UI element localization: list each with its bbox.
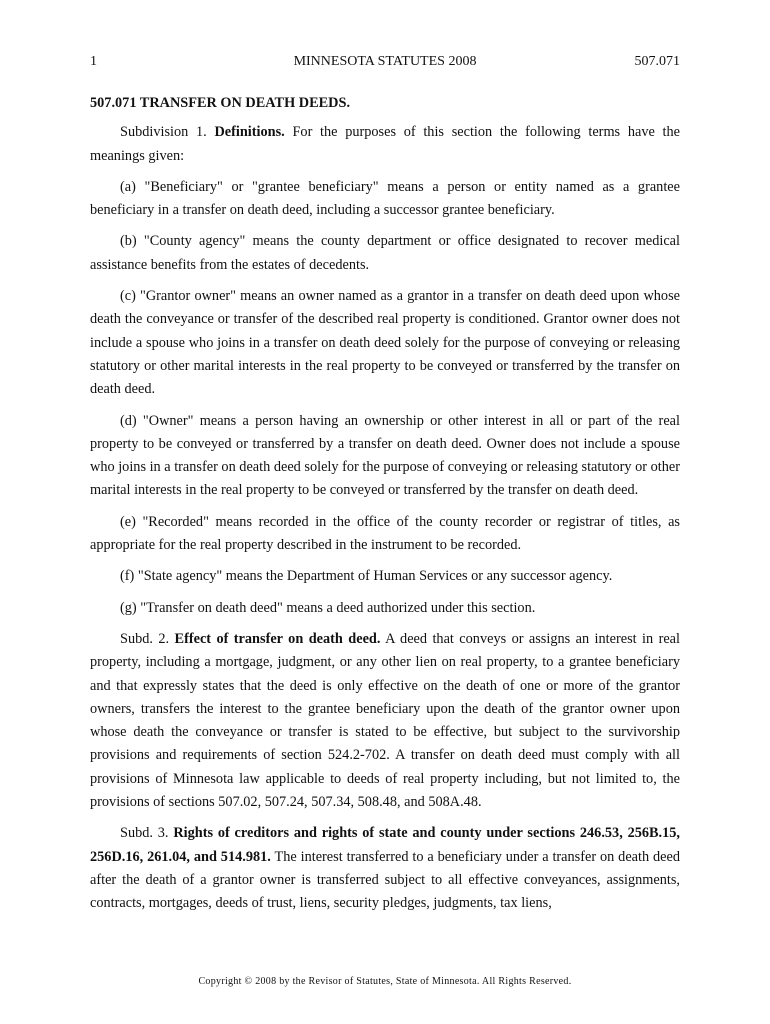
subd3-body: The interest transferred to a beneficiary under a transfer on death deed after the death of a grantor owner is transferred subject to all effective conveyances, assignments, contracts, mortgages, deeds of trust, liens, security pledges, judgments, tax liens,: [90, 848, 681, 912]
definition-e: (e) "Recorded" means recorded in the office of the county recorder or registrar of titles, as appropriate for the real property described in the instrument to be recorded.: [90, 513, 680, 554]
running-title: MINNESOTA STATUTES 2008: [293, 54, 477, 69]
definition-c: (c) "Grantor owner" means an owner named as a grantor in a transfer on death deed upon whose death the conveyance or transfer of the described real property is conditioned. Grantor owner does not include a spouse who joins in a transfer on death deed solely for the purpose of conveying or releasing statutory or other marital interests in the real property to be conveyed or transferred by the transfer on death deed.: [90, 288, 680, 398]
subdivision-3: [90, 822, 680, 915]
subd3-heading: Rights of creditors and rights of state and county under sections 246.53, 256B.15, 256D.16, 261.04, and 514.981.: [90, 825, 680, 865]
definition-a: (a) "Beneficiary" or "grantee beneficiary" means a person or entity named as a grantee beneficiary in a transfer on death deed, including a successor grantee beneficiary.: [90, 178, 680, 219]
definition-g: (g) "Transfer on death deed" means a deed authorized under this section.: [120, 599, 536, 616]
subd1-label: Subdivision 1.: [120, 124, 207, 141]
section-reference: 507.071: [634, 54, 680, 69]
subdivision-1: [90, 121, 680, 168]
section-title: 507.071 TRANSFER ON DEATH DEEDS.: [90, 95, 351, 111]
page-number: 1: [90, 54, 97, 69]
subd2-body: A deed that conveys or assigns an interest in real property, including a mortgage, judgment, or any other lien on real property, to a grantee beneficiary and that expressly states that the deed is only effective on the death of one or more of the grantor owners, transfers the interest to the grantee beneficiary upon the death of the grantor owner upon whose death the conveyance or transfer is stated to be effective, but subject to the survivorship provisions and requirements of section 524.2-702. A transfer on death deed must comply with all provisions of Minnesota law applicable to deeds of real property including, but not limited to, the provisions of sections 507.02, 507.24, 507.34, 508.48, and 508A.48.: [90, 630, 680, 811]
subdivision-2: [90, 628, 680, 814]
page-header: [90, 54, 680, 76]
definition-b: (b) "County agency" means the county department or office designated to recover medical assistance benefits from the estates of decedents.: [90, 233, 680, 273]
definition-d: (d) "Owner" means a person having an ownership or other interest in all or part of the real property to be conveyed or transferred by a transfer on death deed. Owner does not include a spouse who joins in a transfer on death deed solely for the purpose of conveying or releasing statutory or other marital interests in the real property to be conveyed or transferred by the transfer on death deed.: [90, 412, 680, 499]
subd3-label: Subd. 3.: [120, 825, 169, 842]
copyright-footer: Copyright © 2008 by the Revisor of Statutes, State of Minnesota. All Rights Reserved.: [198, 976, 572, 987]
definition-f: (f) "State agency" means the Department of Human Services or any successor agency.: [120, 568, 613, 585]
subd1-intro: For the purposes of this section the following terms have the meanings given:: [90, 124, 680, 164]
subd2-heading: Effect of transfer on death deed.: [174, 630, 381, 647]
subd2-label: Subd. 2.: [120, 630, 170, 647]
statute-body: [90, 92, 680, 924]
subd1-heading: Definitions.: [214, 124, 285, 141]
